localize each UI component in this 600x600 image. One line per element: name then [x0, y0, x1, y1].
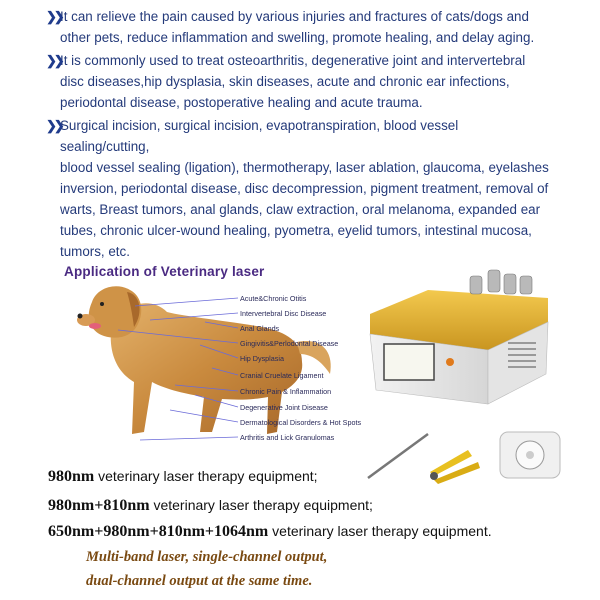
bullet-line: Surgical incision, surgical incision, evapotranspiration, blood vessel sealing/cutting,: [60, 118, 459, 154]
bullet-line: warts, Breast tumors, anal glands, claw extraction, oral melanoma, expanded ear: [60, 202, 541, 217]
application-label: Dermatological Disorders & Hot Spots: [240, 418, 362, 427]
footer-line: dual-channel output at the same time.: [86, 573, 313, 589]
bullet-item: [46, 115, 550, 262]
knob-icon: [446, 358, 454, 366]
bullet-line: tumors, etc.: [60, 244, 130, 259]
footer-line: Multi-band laser, single-channel output,: [86, 549, 328, 565]
double-chevron-right-icon: ❯❯: [46, 9, 62, 24]
device-screen: [384, 344, 434, 380]
bullet-line: blood vessel sealing (ligation), thermotherapy, laser ablation, glaucoma, eyelashes: [60, 160, 549, 175]
double-chevron-right-icon: ❯❯: [46, 53, 62, 68]
application-label: Intervertebral Disc Disease: [240, 309, 327, 318]
application-label: Arthritis and Lick Granulomas: [240, 433, 335, 442]
spec-line: 650nm+980nm+810nm+1064nm veterinary laser therapy equipment.: [48, 523, 492, 540]
bullet-line: periodontal disease, postoperative healing and acute trauma.: [60, 95, 423, 110]
bullet-item: [46, 50, 526, 113]
application-label: Gingivitis&Perlodontal Disease: [240, 339, 339, 348]
bullet-line: disc diseases,hip dysplasia, skin diseases, acute and chronic ear infections,: [60, 74, 510, 89]
bullet-line: It is commonly used to treat osteoarthritis, degenerative joint and intervertebral: [60, 53, 526, 68]
spec-line: 980nm veterinary laser therapy equipment;: [48, 468, 318, 485]
fiber-stripper-icon: [430, 450, 480, 484]
handpiece-icon: [368, 434, 428, 478]
spec-line: 980nm+810nm veterinary laser therapy equipment;: [48, 497, 373, 514]
double-chevron-right-icon: ❯❯: [46, 118, 62, 133]
bullet-line: inversion, periodontal disease, disc decompression, pigment treatment, removal of: [60, 181, 549, 196]
application-label: Acute&Chronic Otitis: [240, 294, 307, 303]
application-label: Chronic Pain & Inflammation: [240, 387, 332, 396]
application-title: Application of Veterinary laser: [64, 264, 265, 279]
tips-tray-icon: [500, 432, 560, 478]
bullet-line: tubes, chronic ulcer-wound healing, pyometra, eyelid tumors, intestinal mucosa,: [60, 223, 532, 238]
laser-device-image: [358, 262, 558, 412]
application-label: Hip Dysplasia: [240, 354, 284, 363]
accessories-image: [360, 428, 570, 488]
bullet-item: [46, 6, 535, 48]
application-label: Cranial Cruelate Ligament: [240, 371, 324, 380]
application-label: Degenerative Joint Disease: [240, 403, 328, 412]
bullet-line: other pets, reduce inflammation and swelling, promote healing, and delay aging.: [60, 30, 535, 45]
application-label: Anal Glands: [240, 324, 280, 333]
bullet-line: It can relieve the pain caused by various injuries and fractures of cats/dogs and: [60, 9, 529, 24]
